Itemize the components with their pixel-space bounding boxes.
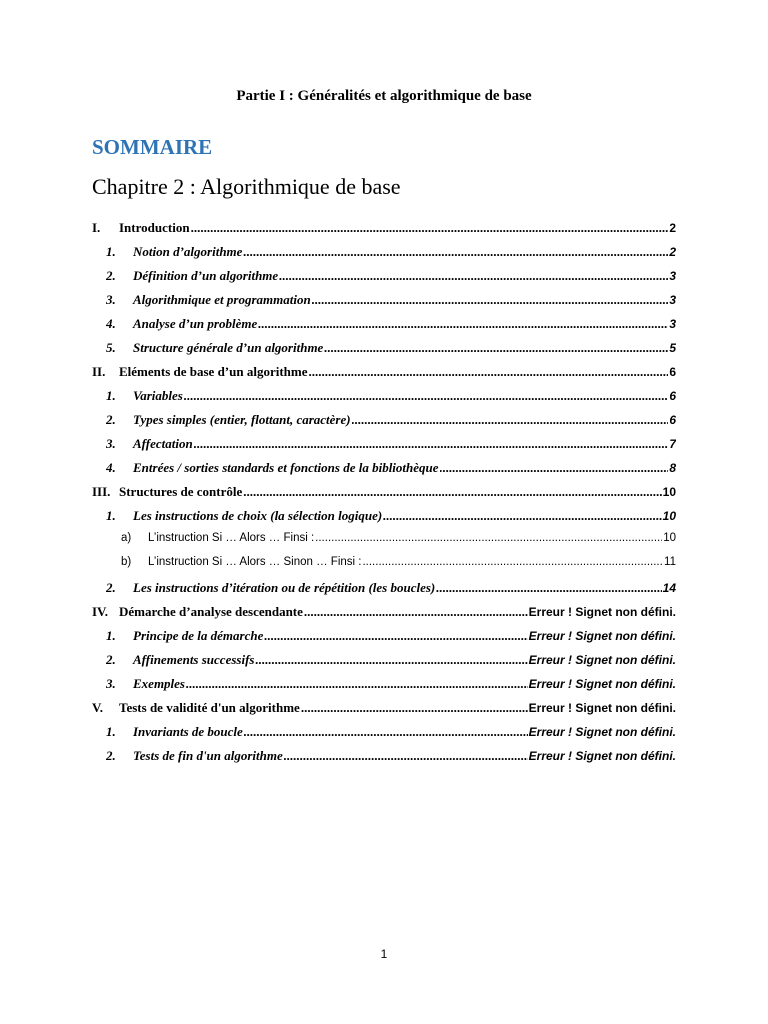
toc-entry-title: Tests de validité d'un algorithme	[119, 700, 300, 715]
toc-entry[interactable]	[106, 580, 676, 600]
toc-entry-title: Types simples (entier, flottant, caractère)	[133, 412, 351, 427]
toc-entry-page: 8	[669, 461, 676, 475]
toc-entry[interactable]	[106, 724, 676, 744]
toc-entry[interactable]	[121, 556, 676, 576]
toc-leader	[264, 628, 527, 644]
toc-entry-page: Erreur ! Signet non défini.	[528, 653, 676, 667]
toc-entry-number: 2.	[106, 412, 116, 427]
toc-entry[interactable]	[106, 436, 676, 456]
toc-entry[interactable]	[106, 748, 676, 768]
page-number: 1	[380, 947, 388, 961]
toc-entry-number: 2.	[106, 748, 116, 763]
toc-leader	[184, 388, 668, 404]
toc-entry-page: 10	[662, 485, 676, 499]
toc-leader	[304, 604, 528, 620]
toc-entry-title: Affectation	[133, 436, 193, 451]
toc-entry-number: a)	[121, 532, 132, 544]
chapter-title: Chapitre 2 : Algorithmique de base	[92, 174, 401, 199]
toc-entry-number: 3.	[106, 676, 116, 691]
toc-entry-page: Erreur ! Signet non défini.	[528, 701, 676, 715]
toc-entry[interactable]	[92, 220, 676, 240]
toc-entry-title: Affinements successifs	[133, 652, 255, 667]
toc-entry-number: 1.	[106, 628, 116, 643]
toc-entry-page: 6	[669, 413, 676, 427]
toc-entry-title: Démarche d’analyse descendante	[119, 604, 303, 619]
toc-entry-page: 14	[662, 581, 676, 595]
toc-leader	[279, 268, 668, 284]
toc-entry-number: 3.	[106, 436, 116, 451]
toc-entry-title: Les instructions de choix (la sélection logique)	[133, 508, 383, 523]
toc-entry-title: Notion d’algorithme	[133, 244, 243, 259]
toc-leader	[243, 244, 668, 260]
toc-entry-page: Erreur ! Signet non défini.	[528, 629, 676, 643]
toc-entry[interactable]	[106, 316, 676, 336]
part-title: Partie I : Généralités et algorithmique de base	[236, 88, 532, 104]
toc-entry-title: Entrées / sorties standards et fonctions de la bibliothèque	[133, 460, 439, 475]
toc-entry-number: 2.	[106, 652, 116, 667]
toc-entry-title: Tests de fin d'un algorithme	[133, 748, 283, 763]
toc-entry[interactable]	[106, 460, 676, 480]
toc-entry-page: Erreur ! Signet non défini.	[528, 725, 676, 739]
toc-leader	[255, 652, 527, 668]
toc-entry-title: Analyse d’un problème	[133, 316, 258, 331]
toc-entry-page: 3	[669, 293, 676, 307]
toc-leader	[315, 532, 662, 544]
toc-entry-title: Exemples	[133, 676, 185, 691]
toc-entry-title: Invariants de boucle	[133, 724, 243, 739]
toc-leader	[194, 436, 669, 452]
toc-entry-number: b)	[121, 556, 132, 568]
toc-leader	[301, 700, 528, 716]
toc-entry-number: 1.	[106, 388, 116, 403]
toc-entry-number: 5.	[106, 340, 116, 355]
toc-entry-page: Erreur ! Signet non défini.	[528, 677, 676, 691]
toc-entry[interactable]	[106, 340, 676, 360]
toc-entry[interactable]	[106, 244, 676, 264]
toc-leader	[309, 364, 669, 380]
toc-entry-page: 5	[669, 341, 676, 355]
toc-entry-title: L’instruction Si … Alors … Finsi :	[148, 532, 315, 544]
toc-entry-number: V.	[92, 700, 103, 715]
toc-entry[interactable]	[106, 508, 676, 528]
toc-entry-title: Structures de contrôle	[119, 484, 243, 499]
toc-entry-title: Les instructions d’itération ou de répétition (les boucles)	[133, 580, 436, 595]
toc-entry-number: 2.	[106, 268, 116, 283]
toc-entry[interactable]	[92, 604, 676, 624]
toc-entry-page: 7	[669, 437, 676, 451]
toc-entry[interactable]	[106, 388, 676, 408]
toc-entry-page: 10	[663, 532, 676, 544]
toc-entry-page: 6	[669, 365, 676, 379]
toc-entry[interactable]	[92, 700, 676, 720]
toc-leader	[244, 724, 528, 740]
toc-entry-number: I.	[92, 220, 101, 235]
toc-entry[interactable]	[106, 676, 676, 696]
toc-entry-page: 3	[669, 269, 676, 283]
toc-leader	[284, 748, 528, 764]
toc-entry[interactable]	[106, 292, 676, 312]
toc-entry-number: 4.	[106, 460, 116, 475]
toc-leader	[324, 340, 668, 356]
toc-entry-number: 3.	[106, 292, 116, 307]
toc-entry[interactable]	[121, 532, 676, 552]
toc-entry-title: Eléments de base d’un algorithme	[119, 364, 308, 379]
toc-leader	[362, 556, 663, 568]
toc-entry[interactable]	[106, 412, 676, 432]
toc-entry-page: 3	[669, 317, 676, 331]
toc-entry-title: Introduction	[119, 220, 190, 235]
toc-entry-title: Principe de la démarche	[133, 628, 264, 643]
toc-entry-number: 2.	[106, 580, 116, 595]
toc-entry[interactable]	[92, 484, 676, 504]
toc-entry-number: II.	[92, 364, 106, 379]
toc-leader	[383, 508, 661, 524]
toc-leader	[186, 676, 528, 692]
toc-entry-number: 4.	[106, 316, 116, 331]
toc-leader	[191, 220, 669, 236]
toc-leader	[258, 316, 668, 332]
toc-entry-number: 1.	[106, 724, 116, 739]
toc-entry[interactable]	[106, 268, 676, 288]
toc-leader	[436, 580, 661, 596]
toc-entry-title: Définition d’un algorithme	[133, 268, 279, 283]
sommaire-heading: SOMMAIRE	[92, 135, 213, 159]
toc-entry-title: Structure générale d’un algorithme	[133, 340, 324, 355]
toc-entry-number: IV.	[92, 604, 109, 619]
toc-entry-title: Algorithmique et programmation	[133, 292, 311, 307]
toc-entry-page: 2	[669, 245, 676, 259]
toc-leader	[440, 460, 669, 476]
toc-leader	[312, 292, 669, 308]
toc-entry-page: 6	[669, 389, 676, 403]
toc-entry-page: Erreur ! Signet non défini.	[528, 605, 676, 619]
toc-entry-page: 10	[662, 509, 676, 523]
toc-entry[interactable]	[92, 364, 676, 384]
toc-entry-page: 11	[664, 556, 676, 568]
toc-leader	[243, 484, 661, 500]
toc-entry-page: 2	[669, 221, 676, 235]
toc-entry[interactable]	[106, 628, 676, 648]
toc-entry[interactable]	[106, 652, 676, 672]
toc-entry-number: 1.	[106, 244, 116, 259]
toc-leader	[352, 412, 669, 428]
toc-entry-title: Variables	[133, 388, 183, 403]
toc-entry-number: III.	[92, 484, 111, 499]
toc-entry-page: Erreur ! Signet non défini.	[528, 749, 676, 763]
toc-entry-title: L’instruction Si … Alors … Sinon … Finsi :	[148, 556, 362, 568]
toc-entry-number: 1.	[106, 508, 116, 523]
